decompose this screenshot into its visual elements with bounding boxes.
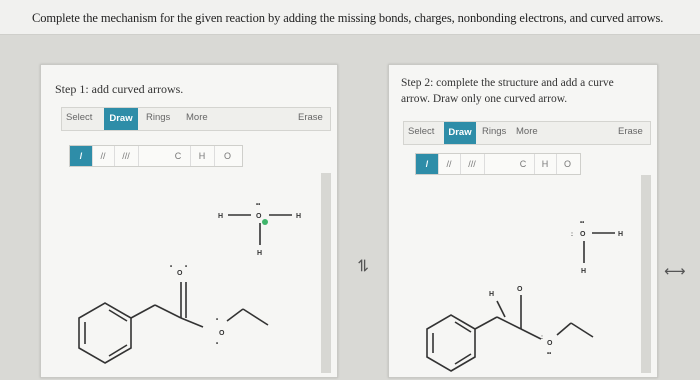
step1-title: Step 1: add curved arrows.: [55, 82, 184, 96]
step2-lone-pair: ••: [547, 351, 552, 357]
step1-lone-pair: •: [170, 264, 173, 270]
step1-panel: [40, 64, 338, 378]
step1-draw-tab[interactable]: Draw: [104, 108, 138, 130]
step2-title-line2: arrow. Draw only one curved arrow.: [401, 93, 568, 105]
step2-panel: [388, 64, 658, 378]
step2-atom-h-bottom: H: [581, 268, 587, 275]
step2-bond-tools: [415, 153, 581, 175]
step1-ring-inner-bond: [109, 310, 127, 321]
step2-select-tab[interactable]: Select: [408, 126, 435, 137]
step2-more-tab[interactable]: More: [516, 126, 538, 137]
step1-oxygen-tool[interactable]: O: [223, 151, 231, 161]
step2-atom-o-top: O: [580, 231, 586, 238]
step1-hydrogen-tool[interactable]: H: [190, 146, 215, 166]
resonance-arrow-icon: ⟷: [664, 262, 686, 280]
step1-bond-tools: [69, 145, 243, 167]
step2-scrollbar[interactable]: [641, 175, 651, 373]
step1-lone-pair: •: [185, 264, 188, 270]
step1-atom-h3: H: [257, 250, 263, 257]
step1-canvas[interactable]: [43, 175, 333, 375]
step1-rings-tab[interactable]: Rings: [146, 112, 171, 123]
equilibrium-arrow-icon: ⇌: [354, 258, 374, 273]
instruction-text: Complete the mechanism for the given reaction by adding the missing bonds, charges, nonbonding electrons, and curved arrows.: [32, 11, 664, 25]
step2-ring-inner-bond: [455, 322, 471, 332]
step1-bond-c-c2: [181, 318, 203, 327]
step1-select-tab[interactable]: Select: [66, 112, 93, 123]
instruction-bar: [0, 0, 700, 35]
step2-atom-h-right: H: [618, 231, 624, 238]
step1-bond-c-c: [155, 305, 181, 318]
step2-triple-bond-tool[interactable]: ///: [460, 154, 485, 174]
step1-more-tab[interactable]: More: [186, 112, 208, 123]
step2-bond-h-o: [497, 301, 505, 317]
step2-ring-inner-bond: [455, 354, 471, 364]
step2-hydrogen-tool[interactable]: H: [534, 154, 557, 174]
step1-charge-marker: [262, 219, 268, 225]
step1-atom-o-ether: O: [219, 330, 225, 337]
step1-carbon-tool[interactable]: C: [166, 146, 191, 166]
step1-lone-pair: •: [216, 317, 219, 323]
step2-atom-o-left: O: [517, 286, 523, 293]
step1-single-bond-tool[interactable]: /: [70, 146, 93, 166]
step2-bond-c-c: [497, 317, 521, 329]
step1-benzene-ring: [79, 303, 131, 363]
step1-atom-o-top: O: [256, 213, 262, 220]
step2-lone-pair: ••: [580, 220, 585, 226]
step1-toolbar: [61, 107, 331, 131]
step2-bond-c-c2: [521, 329, 541, 339]
step2-atom-h-left: H: [489, 291, 495, 298]
step2-title-line1: Step 2: complete the structure and add a curve: [401, 77, 614, 89]
step2-single-bond-tool[interactable]: /: [416, 154, 439, 174]
step2-lone-pair: :: [541, 335, 543, 341]
step1-bond-o-ch2: [227, 309, 243, 321]
step1-atom-h1: H: [218, 213, 224, 220]
step2-atom-o-ether: O: [547, 340, 553, 347]
step2-erase-button[interactable]: Erase: [618, 126, 643, 137]
step2-oxygen-tool[interactable]: O: [563, 159, 571, 169]
step1-double-bond-tool[interactable]: //: [92, 146, 115, 166]
step1-bond-ring-c: [131, 305, 155, 318]
step2-lone-pair: :: [571, 232, 573, 238]
step2-carbon-tool[interactable]: C: [512, 154, 535, 174]
step2-canvas[interactable]: [391, 177, 641, 373]
step2-benzene-ring: [427, 315, 475, 371]
step1-atom-h2: H: [296, 213, 302, 220]
step1-erase-button[interactable]: Erase: [298, 112, 323, 123]
step1-triple-bond-tool[interactable]: ///: [114, 146, 139, 166]
step2-rings-tab[interactable]: Rings: [482, 126, 507, 137]
step2-bond-o-ch2: [557, 323, 571, 335]
step2-draw-tab[interactable]: Draw: [444, 122, 476, 144]
step1-atom-o-carbonyl: O: [177, 270, 183, 277]
step1-lone-pair: ••: [256, 202, 261, 208]
step2-bond-ring-c: [475, 317, 497, 329]
step1-ring-inner-bond: [109, 345, 127, 356]
step2-bond-ch2-ch3: [571, 323, 593, 337]
step1-lone-pair: •: [216, 341, 219, 347]
step1-bond-ch2-ch3: [243, 309, 268, 325]
step2-double-bond-tool[interactable]: //: [438, 154, 461, 174]
step2-toolbar: [403, 121, 651, 145]
